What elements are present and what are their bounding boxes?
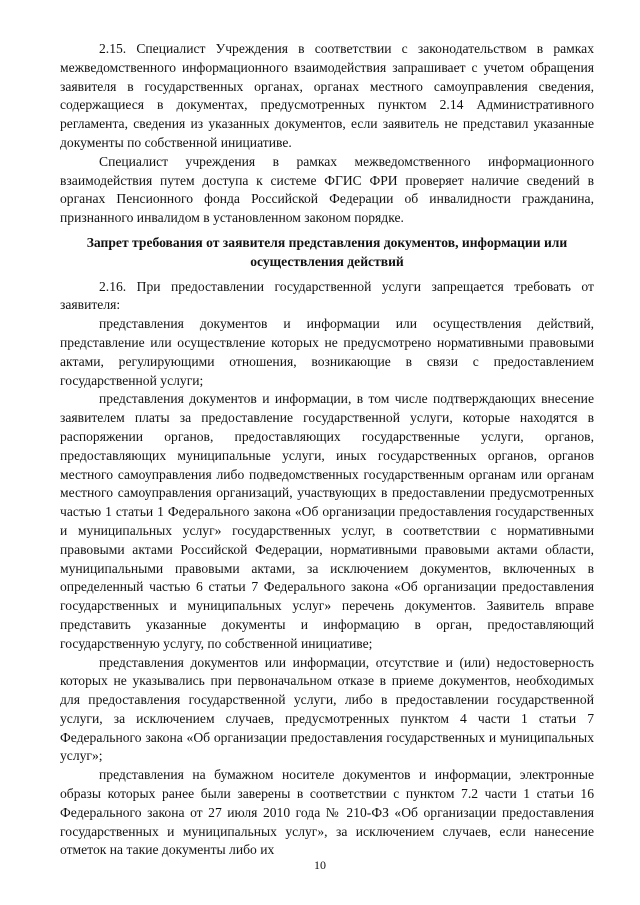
section-heading: Запрет требования от заявителя представления документов, информации или осуществления действий [86, 234, 568, 269]
document-body [60, 40, 594, 860]
paragraph-fgis-fri: Специалист учреждения в рамках межведомственного информационного взаимодействия путем доступа к системе ФГИС ФРИ проверяет наличие сведений в органах Пенсионного фонда Российской Федерации об инвалидности гражданина, признанного инвалидом в установленном законом порядке. [60, 153, 594, 226]
paragraph-item-2: представления документов и информации, в том числе подтверждающих внесение заявителем платы за предоставление государственной услуги, которые находятся в распоряжении органов, предоставляющих государственные услуги, органов, предоставляющих муниципальные услуги, иных государственных органов, органов местного самоуправления либо подведомственных государственным органам или органам местного самоуправления организаций, участвующих в предоставлении предусмотренных частью 1 статьи 1 Федерального закона «Об организации предоставления государственных и муниципальных услуг» государственных услуг, в соответствии с нормативными правовыми актами Российской Федерации, нормативными правовыми актами области, муниципальными правовыми актами, за исключением документов, включенных в определенный частью 6 статьи 7 Федерального закона «Об организации предоставления государственных и муниципальных услуг» перечень документов. Заявитель вправе представить указанные документы и информацию в орган, предоставляющий государственную услугу, по собственной инициативе; [60, 391, 594, 651]
paragraph-2-16: 2.16. При предоставлении государственной услуги запрещается требовать от заявителя: [60, 278, 594, 313]
paragraph-item-1: представления документов и информации или осуществления действий, представление или осуществление которых не предусмотрено нормативными правовыми актами, регулирующими отношения, возникающие в связи с предоставлением государственной услуги; [60, 316, 594, 388]
page-number: 10 [314, 858, 326, 872]
paragraph-item-3: представления документов или информации, отсутствие и (или) недостоверность которых не указывались при первоначальном отказе в приеме документов, необходимых для предоставления государственной услуги, либо в предоставлении государственной услуги, за исключением случаев, предусмотренных пунктом 4 части 1 статьи 7 Федерального закона «Об организации предоставления государственных и муниципальных услуг»; [60, 654, 594, 764]
paragraph-2-15: 2.15. Специалист Учреждения в соответствии с законодательством в рамках межведомственного информационного взаимодействия запрашивает с учетом обращения заявителя в государственных органах, органах местного самоуправления сведения, содержащиеся в документах, предусмотренных пунктом 2.14 Административного регламента, сведения из указанных документов, если заявитель не представил указанные документы по собственной инициативе. [60, 41, 594, 150]
paragraph-item-4: представления на бумажном носителе документов и информации, электронные образы которых ранее были заверены в соответствии с пунктом 7.2 части 1 статьи 16 Федерального закона от 27 июля 2010 года № 210-ФЗ «Об организации предоставления государственных и муниципальных услуг», за исключением случаев, если нанесение отметок на такие документы либо их [60, 767, 594, 858]
